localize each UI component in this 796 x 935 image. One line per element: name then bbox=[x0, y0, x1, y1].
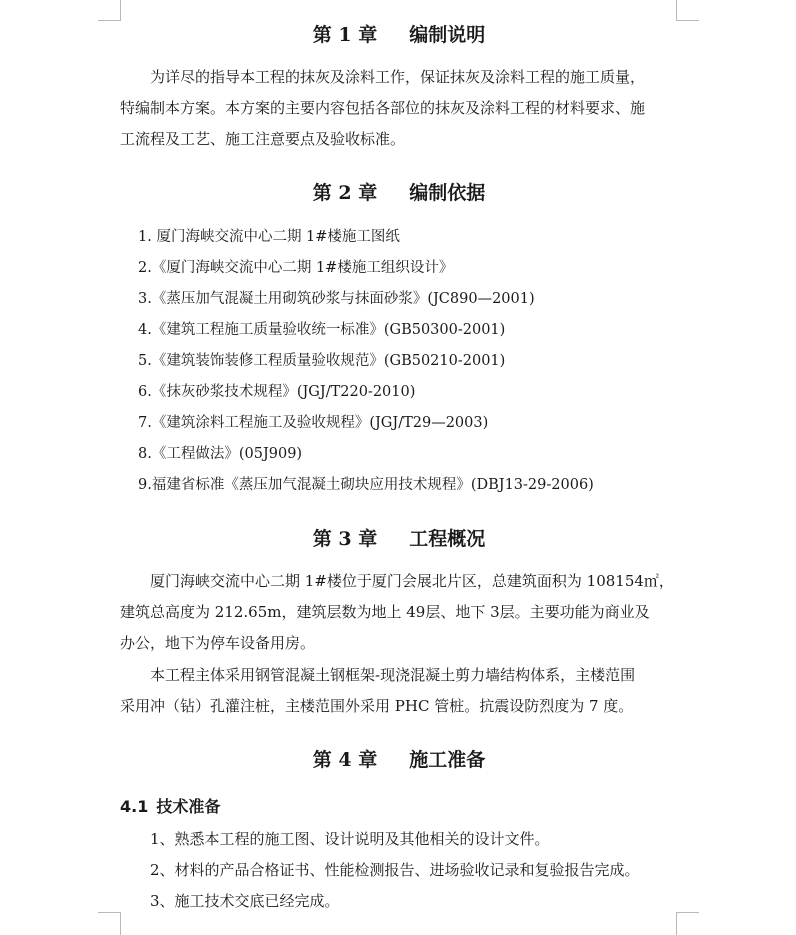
section-number: 4.1 bbox=[120, 797, 149, 816]
chapter-3-paragraph-1 bbox=[120, 566, 678, 659]
page-corner-mark bbox=[98, 0, 121, 21]
list-item: 8.《工程做法》(05J909) bbox=[138, 446, 303, 462]
text-line: 办公，地下为停车设备用房。 bbox=[120, 634, 316, 652]
chapter-1-paragraph bbox=[120, 62, 678, 155]
page-corner-mark bbox=[98, 912, 121, 935]
text-line: 采用冲（钻）孔灌注桩，主楼范围外采用 PHC 管桩。抗震设防烈度为 7 度。 bbox=[120, 697, 634, 715]
list-item: 4.《建筑工程施工质量验收统一标准》(GB50300-2001) bbox=[138, 322, 506, 338]
list-item: 2、材料的产品合格证书、性能检测报告、进场验收记录和复验报告完成。 bbox=[150, 861, 640, 879]
page-corner-mark bbox=[676, 0, 699, 21]
chapter-1-heading bbox=[120, 20, 678, 47]
chapter-3-paragraph-2 bbox=[120, 660, 678, 722]
chapter-title: 编制依据 bbox=[409, 182, 486, 204]
list-item: 1、熟悉本工程的施工图、设计说明及其他相关的设计文件。 bbox=[150, 830, 550, 848]
chapter-3-heading bbox=[120, 524, 678, 551]
reference-list bbox=[138, 222, 678, 501]
chapter-number: 第 3 章 bbox=[312, 528, 378, 550]
list-item: 9.福建省标准《蒸压加气混凝土砌块应用技术规程》(DBJ13-29-2006) bbox=[138, 477, 594, 493]
list-item: 5.《建筑装饰装修工程质量验收规范》(GB50210-2001) bbox=[138, 353, 506, 369]
document-page bbox=[120, 0, 678, 935]
list-item: 7.《建筑涂料工程施工及验收规程》(JGJ/T29—2003) bbox=[138, 415, 489, 431]
list-item: 3、施工技术交底已经完成。 bbox=[150, 892, 340, 910]
list-item: 2.《厦门海峡交流中心二期 1#楼施工组织设计》 bbox=[138, 260, 454, 276]
chapter-number: 第 2 章 bbox=[312, 182, 378, 204]
list-item: 3.《蒸压加气混凝土用砌筑砂浆与抹面砂浆》(JC890—2001) bbox=[138, 291, 535, 307]
list-item: 1. 厦门海峡交流中心二期 1#楼施工图纸 bbox=[138, 229, 400, 245]
text-line: 建筑总高度为 212.65m，建筑层数为地上 49层、地下 3层。主要功能为商业及 bbox=[120, 603, 650, 621]
text-line: 本工程主体采用钢管混凝土钢框架-现浇混凝土剪力墙结构体系，主楼范围 bbox=[150, 666, 636, 684]
text-line: 为详尽的指导本工程的抹灰及涂料工作，保证抹灰及涂料工程的施工质量， bbox=[150, 68, 646, 86]
chapter-title: 编制说明 bbox=[409, 24, 486, 46]
section-title: 技术准备 bbox=[156, 797, 221, 816]
chapter-title: 施工准备 bbox=[409, 749, 486, 771]
text-line: 特编制本方案。本方案的主要内容包括各部位的抹灰及涂料工程的材料要求、施 bbox=[120, 99, 646, 117]
list-item: 6.《抹灰砂浆技术规程》(JGJ/T220-2010) bbox=[138, 384, 416, 400]
text-line: 厦门海峡交流中心二期 1#楼位于厦门会展北片区，总建筑面积为 108154㎡， bbox=[150, 572, 674, 590]
chapter-4-heading bbox=[120, 745, 678, 772]
chapter-title: 工程概况 bbox=[409, 528, 486, 550]
preparation-list bbox=[150, 824, 678, 917]
chapter-2-heading bbox=[120, 178, 678, 205]
section-4-1-heading bbox=[120, 794, 220, 817]
page-corner-mark bbox=[676, 912, 699, 935]
text-line: 工流程及工艺、施工注意要点及验收标准。 bbox=[120, 130, 406, 148]
chapter-number: 第 4 章 bbox=[312, 749, 378, 771]
chapter-number: 第 1 章 bbox=[312, 24, 378, 46]
